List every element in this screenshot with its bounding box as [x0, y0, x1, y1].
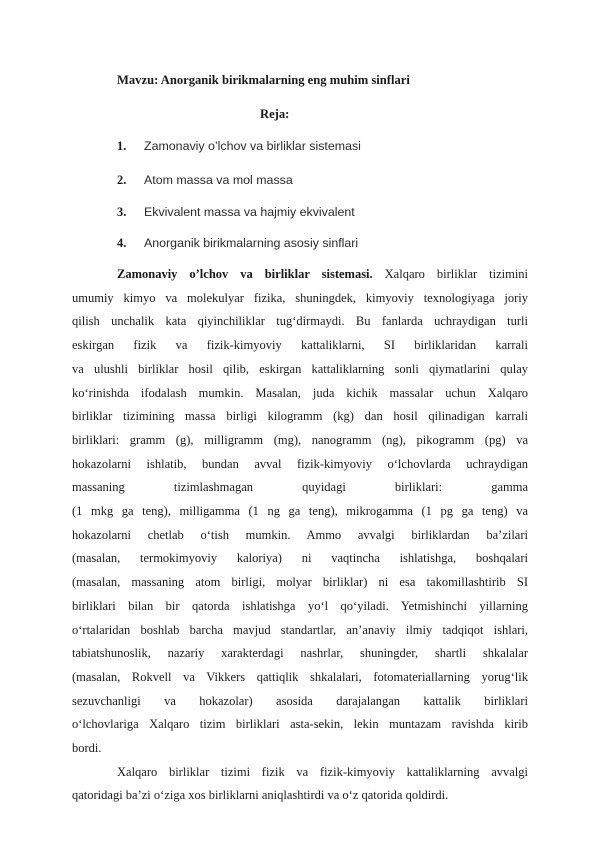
text-line-content: bordi.: [72, 741, 102, 756]
text-line: [72, 642, 528, 666]
text-line: [72, 571, 528, 595]
text-line-content: (1 mkg ga teng), milligamma (1 ng ga teng), mikrogamma (1 pg ga teng) va: [72, 504, 528, 519]
body-text: [72, 263, 528, 808]
plan-item-number: 2.: [117, 173, 127, 187]
text-line-content: va ulushli birliklar hosil qilib, eskirgan kattaliklarning sonli qiymatlarini qulay: [72, 361, 528, 376]
text-line: [72, 476, 528, 500]
document-title: Mavzu: Anorganik birikmalarning eng muhim sinflari: [117, 73, 410, 87]
text-line: [72, 595, 528, 619]
section-heading: Zamonaviy o’lchov va birliklar sistemasi.: [117, 267, 373, 281]
plan-item-text: Ekvivalent massa va hajmiy ekvivalent: [144, 205, 355, 219]
text-line-content: hokazolarni chetlab o‘tish mumkin. Ammo avvalgi birliklardan ba’zilari: [72, 527, 528, 542]
text-line-content: o‘lchovlariga Xalqaro tizim birliklari asta-sekin, lekin muntazam ravishda kirib: [72, 717, 528, 732]
plan-item-text: Zamonaviy o’lchov va birliklar sistemasi: [144, 139, 361, 153]
plan-item-text: Atom massa va mol massa: [144, 173, 293, 187]
text-line-content: birliklar tizimining massa birligi kilogramm (kg) dan hosil qilinadigan karrali: [72, 409, 528, 424]
plan-item-number: 1.: [117, 139, 127, 153]
plan-item: [117, 139, 361, 154]
text-line: [72, 713, 528, 737]
text-line-content: umumiy kimyo va molekulyar fizika, shuningdek, kimyoviy texnologiyaga joriy: [72, 290, 528, 305]
plan-item-number: 4.: [117, 236, 127, 250]
plan-item: [117, 205, 355, 220]
text-line-content: Xalqaro birliklar tizimi fizik va fizik-kimyoviy kattaliklarning avvalgi: [117, 764, 528, 779]
text-line: [72, 500, 528, 524]
plan-item-text: Anorganik birikmalarning asosiy sinflari: [144, 236, 359, 250]
text-line-content: birliklari: gramm (g), milligramm (mg), nanogramm (ng), pikogramm (pg) va: [72, 432, 528, 447]
text-line-content: sezuvchanligi va hokazolar) asosida darajalangan kattalik birliklari: [72, 693, 528, 708]
text-line: [72, 690, 528, 714]
text-line: [72, 547, 528, 571]
text-line: [72, 453, 528, 477]
text-line-content: (masalan, termokimyoviy kaloriya) ni vaqtincha ishlatishga, boshqalari: [72, 551, 528, 566]
text-line: [72, 666, 528, 690]
plan-item: [117, 236, 358, 251]
text-line: [72, 784, 528, 808]
text-line: [72, 382, 528, 406]
text-line-content: qilish unchalik kata qiyinchiliklar tug‘dirmaydi. Bu fanlarda uchraydigan turli: [72, 314, 528, 329]
text-line-content: birliklari bilan bir qatorda ishlatishga yo‘l qo‘yiladi. Yetmishinchi yillarning: [72, 598, 528, 613]
text-line-content: ko‘rinishda ifodalash mumkin. Masalan, juda kichik massalar uchun Xalqaro: [72, 385, 528, 400]
text-line-content: o‘rtalaridan boshlab barcha mavjud standartlar, an’anaviy ilmiy tadqiqot ishlari,: [72, 622, 528, 637]
text-line: [72, 619, 528, 643]
paragraph-2: [72, 761, 528, 808]
text-line: [72, 310, 528, 334]
text-line-content: hokazolarni ishlatib, bundan avval fizik-kimyoviy o‘lchovlarda uchraydigan: [72, 456, 528, 471]
plan-item-number: 3.: [117, 205, 127, 219]
text-line-content: (masalan, Rokvell va Vikkers qattiqlik shkalalari, fotomateriallarning yorug‘lik: [72, 669, 528, 684]
paragraph-1: [72, 263, 528, 761]
text-line-content: tabiatshunoslik, nazariy xarakterdagi nashrlar, shuningder, shartli shkalalar: [72, 646, 528, 661]
text-line: [72, 405, 528, 429]
plan-heading: Reja:: [260, 107, 290, 121]
text-line: [72, 263, 528, 287]
text-line: [72, 287, 528, 311]
text-line: [72, 358, 528, 382]
text-line: [72, 761, 528, 785]
text-line: [72, 334, 528, 358]
text-line: [72, 429, 528, 453]
plan-item: [117, 173, 293, 188]
text-line-content: Xalqaro birliklar tizimini: [384, 267, 529, 281]
text-line-content: massaning tizimlashmagan quyidagi birliklari: gamma: [72, 480, 528, 495]
text-line: [72, 524, 528, 548]
text-line: [72, 737, 528, 761]
text-line-content: (masalan, massaning atom birligi, molyar birliklar) ni esa takomillashtirib SI: [72, 575, 528, 590]
text-line-content: eskirgan fizik va fizik-kimyoviy kattaliklarni, SI birliklaridan karrali: [72, 338, 528, 353]
plan-heading-row: [0, 107, 596, 122]
text-line-content: qatoridagi ba’zi o‘ziga xos birliklarni aniqlashtirdi va o‘z qatorida qoldirdi.: [72, 788, 449, 803]
